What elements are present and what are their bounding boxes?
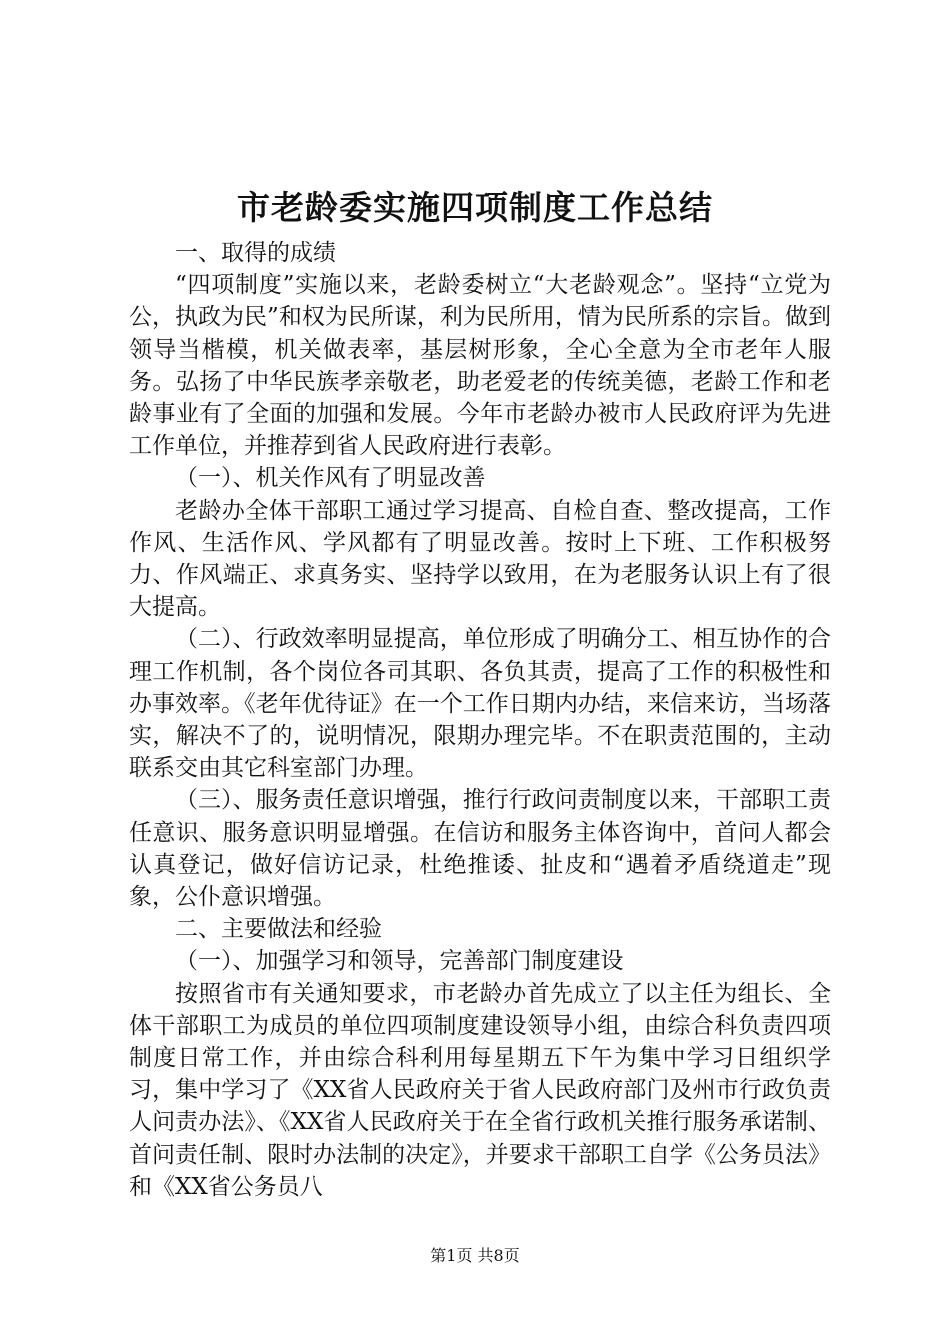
subheading-study-leadership: （一）、加强学习和领导，完善部门制度建设 bbox=[175, 948, 624, 975]
section-heading-1: 一、取得的成绩 bbox=[175, 240, 336, 266]
paragraph-efficiency: （二）、行政效率明显提高，单位形成了明确分工、相互协作的合理工作机制，各个岗位各司其职、各负其责，提高了工作的积极性和办事效率。《老年优待证》在一个工作日期内办结，来信来访，当场落实，解决不了的，说明情况，限期办理完毕。不在职责范围的，主动联系交由其它科室部门办理。 bbox=[129, 626, 831, 782]
subheading-work-style: （一）、机关作风有了明显改善 bbox=[175, 465, 486, 492]
paragraph-achievements: “四项制度”实施以来，老龄委树立“大老龄观念”。坚持“立党为公，执政为民”和权为民所谋，利为民所用，情为民所系的宗旨。做到领导当楷模，机关做表率，基层树形象，全心全意为全市老年人服务。弘扬了中华民族孝亲敬老，助老爱老的传统美德，老龄工作和老龄事业有了全面的加强和发展。今年市老龄办被市人民政府评为先进工作单位，并推荐到省人民政府进行表彰。 bbox=[129, 272, 831, 460]
section-heading-2: 二、主要做法和经验 bbox=[175, 916, 382, 943]
paragraph-study-leadership: 按照省市有关通知要求，市老龄办首先成立了以主任为组长、全体干部职工为成员的单位四项制度建设领导小组，由综合科负责四项制度日常工作，并由综合科利用每星期五下午为集中学习日组织学习，集中学习了《XX省人民政府关于省人民政府部门及州市行政负责人问责办法》、《XX省人民政府关于在全省行政机关推行服务承诺制、首问责任制、限时办法制的决定》，并要求干部职工自学《公务员法》和《XX省公务员八 bbox=[129, 980, 831, 1200]
paragraph-responsibility: （三）、服务责任意识增强，推行行政问责制度以来，干部职工责任意识、服务意识明显增强。在信访和服务主体咨询中，首问人都会认真登记，做好信访记录，杜绝推诿、扯皮和“遇着矛盾绕道走”现象，公仆意识增强。 bbox=[129, 787, 831, 911]
document-body bbox=[129, 237, 831, 1203]
paragraph-work-style: 老龄办全体干部职工通过学习提高、自检自查、整改提高，工作作风、生活作风、学风都有了明显改善。按时上下班、工作积极努力、作风端正、求真务实、坚持学以致用，在为老服务认识上有了很大提高。 bbox=[129, 497, 831, 621]
document-title: 市老龄委实施四项制度工作总结 bbox=[237, 188, 713, 227]
page-footer: 第1页 共8页 bbox=[430, 1246, 520, 1265]
